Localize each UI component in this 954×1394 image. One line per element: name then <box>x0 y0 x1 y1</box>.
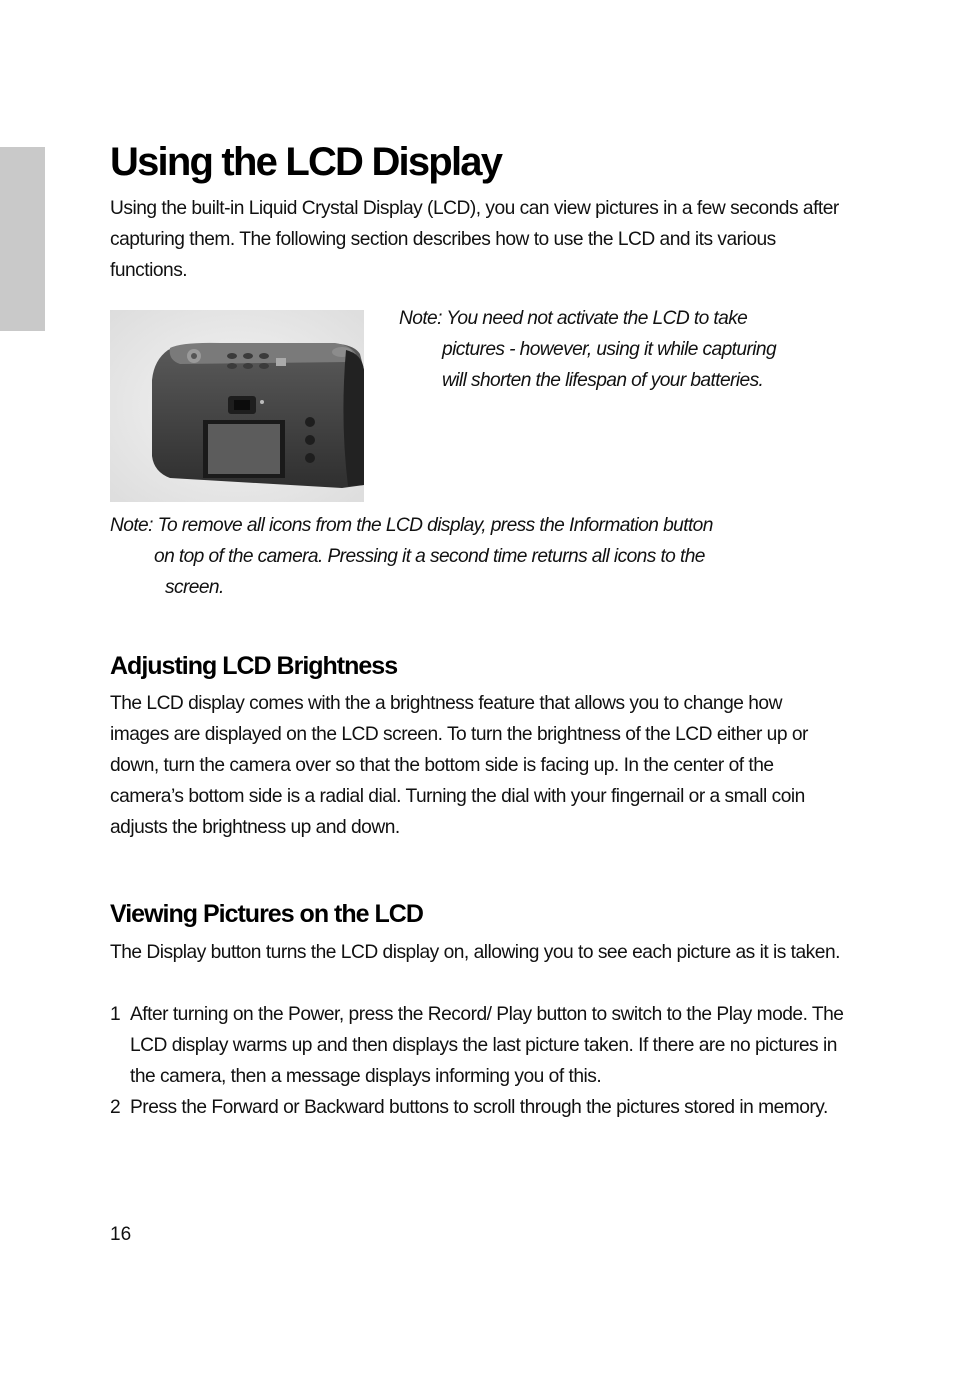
list-item <box>110 999 850 1092</box>
page-number: 16 <box>110 1224 132 1245</box>
note-line: on top of the camera. Pressing it a second time returns all icons to the <box>154 546 705 567</box>
section-heading-brightness: Adjusting LCD Brightness <box>110 652 398 680</box>
section-heading-viewing: Viewing Pictures on the LCD <box>110 900 423 928</box>
list-item <box>110 1092 850 1123</box>
note-line: pictures - however, using it while capturing <box>442 339 777 360</box>
steps-list <box>110 999 850 1123</box>
camera-lcd-photo <box>110 310 364 502</box>
note-information-button <box>110 510 713 603</box>
step-number: 1 <box>110 1004 121 1025</box>
step-text: After turning on the Power, press the Record/ Play button to switch to the Play mode. The LCD display warms up and then displays the last picture taken. If there are no pictures in the camera, then a message displays informing you of this. <box>130 1004 844 1087</box>
step-text: Press the Forward or Backward buttons to scroll through the pictures stored in memory. <box>130 1097 828 1118</box>
step-number: 2 <box>110 1097 121 1118</box>
viewing-paragraph: The Display button turns the LCD display on, allowing you to see each picture as it is taken. <box>110 942 840 963</box>
note-line: Note: You need not activate the LCD to take <box>399 308 748 329</box>
side-tab-marker <box>0 147 45 331</box>
note-lcd-battery <box>399 303 776 396</box>
brightness-paragraph: The LCD display comes with the a brightness feature that allows you to change how images are displayed on the LCD screen. To turn the brightness of the LCD either up or down, turn the camera over so that the bottom side is facing up. In the center of the camera’s bottom side is a radial dial. Turning the dial with your fingernail or a small coin adjusts the brightness up and down. <box>110 693 808 838</box>
note-line: Note: To remove all icons from the LCD display, press the Information button <box>110 515 713 536</box>
page-title: Using the LCD Display <box>110 140 502 184</box>
intro-paragraph: Using the built-in Liquid Crystal Display (LCD), you can view pictures in a few seconds after capturing them. The following section describes how to use the LCD and its various functions. <box>110 198 839 281</box>
note-line: will shorten the lifespan of your batteries. <box>442 370 764 391</box>
note-line: screen. <box>165 577 224 598</box>
